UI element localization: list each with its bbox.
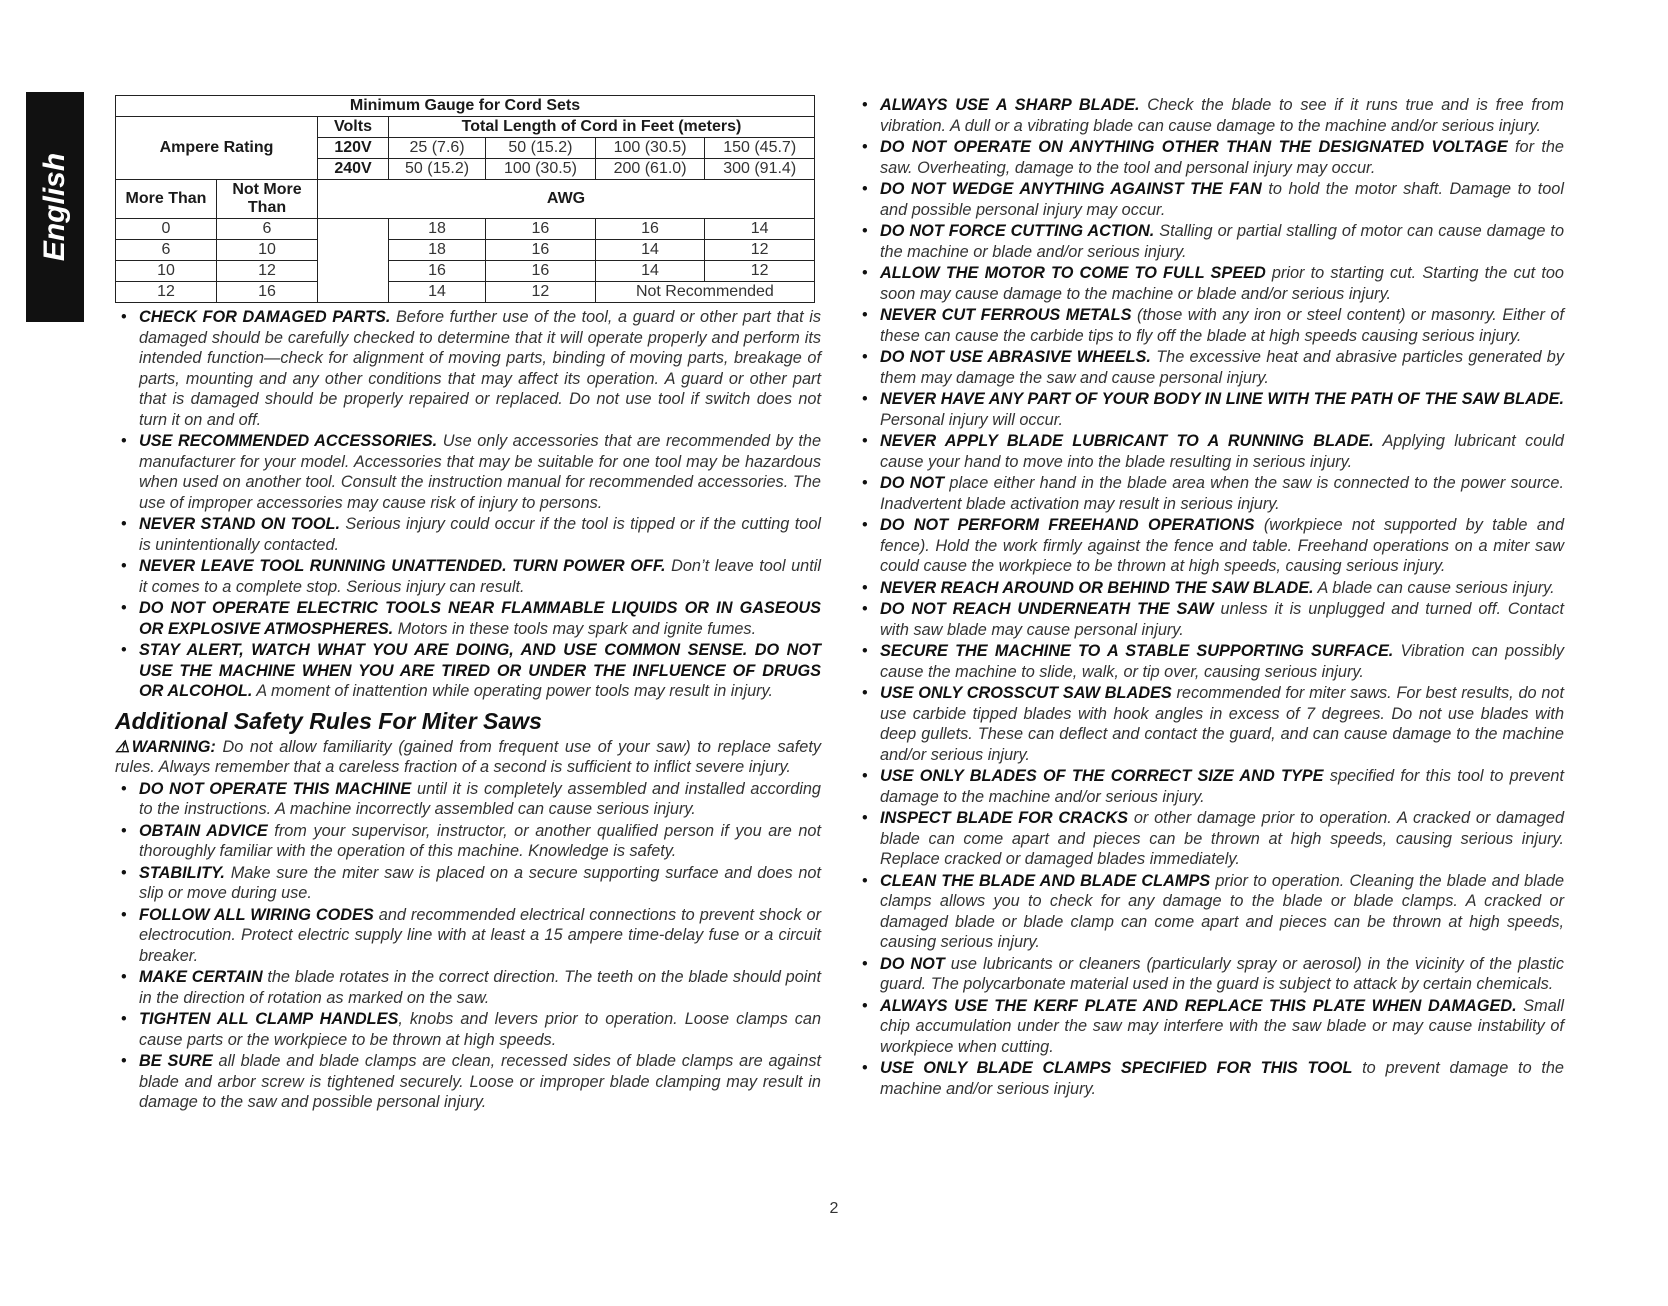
rule-heading: ALWAYS USE THE KERF PLATE AND REPLACE THIS PLATE WHEN DAMAGED. bbox=[880, 996, 1517, 1015]
cord-length-header: Total Length of Cord in Feet (meters) bbox=[389, 117, 815, 138]
not-more-than-header: Not More Than bbox=[217, 180, 318, 219]
rule-heading: STAY ALERT, WATCH WHAT YOU ARE DOING, AND USE COMMON SENSE. DO NOT USE THE MACHINE WHEN YOU ARE TIRED OR UNDER THE INFLUENCE OF DRUGS OR ALCOHOL. bbox=[139, 641, 821, 700]
safety-rule-item bbox=[856, 766, 1564, 807]
safety-rule-item bbox=[115, 640, 821, 702]
rule-text: the blade rotates in the correct direction. The teeth on the blade should point in the direction of rotation as marked on the saw. bbox=[139, 968, 821, 1007]
rule-text: unless it is unplugged and turned off. Contact with saw blade may cause personal injury. bbox=[880, 600, 1564, 639]
rule-heading: SECURE THE MACHINE TO A STABLE SUPPORTING SURFACE. bbox=[880, 642, 1394, 660]
safety-rule-item bbox=[856, 263, 1564, 304]
safety-rule-item bbox=[856, 1058, 1564, 1099]
rule-text: from your supervisor, instructor, or another qualified person if you are not thoroughly familiar with the operation of this machine. Knowledge is safety. bbox=[139, 821, 821, 860]
rule-heading: NEVER HAVE ANY PART OF YOUR BODY IN LINE WITH THE PATH OF THE SAW BLADE. bbox=[880, 390, 1564, 408]
rule-text: prior to operation. Cleaning the blade and blade clamps allows you to check for any damage to the blade or blade clamps. A cracked or damaged blade or blade clamp can come apart and pieces can be thrown at high speeds, causing serious injury. bbox=[880, 871, 1564, 951]
rule-heading: USE ONLY CROSSCUT SAW BLADES bbox=[880, 684, 1172, 702]
rule-heading: USE ONLY BLADES OF THE CORRECT SIZE AND TYPE bbox=[880, 767, 1324, 785]
table-cell: 16 bbox=[486, 261, 596, 282]
rule-heading: DO NOT REACH UNDERNEATH THE SAW bbox=[880, 600, 1214, 618]
rule-text: to prevent damage to the machine and/or serious injury. bbox=[880, 1059, 1564, 1098]
length-cell: 200 (61.0) bbox=[595, 159, 705, 180]
rule-text: (those with any iron or steel content) or masonry. Either of these can cause the carbide tips to fly off the blade at high speeds causing serious injury. bbox=[880, 306, 1564, 345]
safety-rule-item bbox=[115, 779, 821, 820]
rule-heading: DO NOT OPERATE THIS MACHINE bbox=[139, 779, 412, 798]
safety-rule-item bbox=[856, 431, 1564, 472]
rule-heading: DO NOT bbox=[880, 954, 945, 973]
rule-heading: FOLLOW ALL WIRING CODES bbox=[139, 905, 374, 924]
awg-header: AWG bbox=[318, 180, 815, 219]
safety-rule-item bbox=[856, 389, 1564, 430]
safety-rule-item bbox=[856, 808, 1564, 870]
warning-text: Do not allow familiarity (gained from frequent use of your saw) to replace safety rules. Always remember that a careless fraction of a second is sufficient to inflict severe injury. bbox=[115, 737, 821, 776]
miter-saw-rules-list bbox=[115, 779, 821, 1113]
safety-rule-item bbox=[115, 863, 821, 904]
warning-label: ⚠WARNING: bbox=[115, 737, 216, 756]
rule-heading: NEVER CUT FERROUS METALS bbox=[880, 306, 1132, 324]
safety-rule-item bbox=[856, 599, 1564, 640]
rule-heading: INSPECT BLADE FOR CRACKS bbox=[880, 809, 1129, 827]
safety-rule-item bbox=[856, 347, 1564, 388]
rule-text: The excessive heat and abrasive particles generated by them may damage the saw and cause personal injury. bbox=[880, 348, 1564, 387]
rule-text: place either hand in the blade area when the saw is connected to the power source. Inadvertent blade activation may result in serious injury. bbox=[880, 474, 1565, 513]
rule-heading: NEVER APPLY BLADE LUBRICANT TO A RUNNING BLADE. bbox=[880, 432, 1374, 450]
rule-heading: STABILITY. bbox=[139, 863, 225, 882]
blank-cell bbox=[318, 219, 389, 303]
rule-heading: MAKE CERTAIN bbox=[139, 968, 263, 986]
ampere-rating-header: Ampere Rating bbox=[116, 117, 318, 180]
rule-text: and recommended electrical connections to prevent shock or electrocution. Protect electric supply line with at least a 15 ampere time-delay fuse or a circuit breaker. bbox=[139, 905, 821, 965]
rule-text: use lubricants or cleaners (particularly spray or aerosol) in the vicinity of the plastic guard. The polycarbonate material used in the guard is subject to attack by certain chemicals. bbox=[880, 954, 1565, 993]
table-cell: 16 bbox=[595, 219, 705, 240]
length-cell: 300 (91.4) bbox=[705, 159, 815, 180]
safety-rule-item bbox=[115, 307, 821, 430]
rule-heading: TIGHTEN ALL CLAMP HANDLES bbox=[139, 1010, 399, 1028]
table-cell: 16 bbox=[217, 282, 318, 303]
safety-rule-item bbox=[856, 473, 1564, 514]
safety-rule-item bbox=[856, 305, 1564, 346]
table-cell: 14 bbox=[595, 240, 705, 261]
table-row bbox=[116, 240, 815, 261]
general-safety-rules-list bbox=[115, 307, 821, 702]
rule-text: Stalling or partial stalling of motor can cause damage to the machine or blade and/or serious injury. bbox=[880, 222, 1564, 261]
rule-text: for the saw. Overheating, damage to the tool and personal injury may occur. bbox=[880, 138, 1564, 177]
safety-rule-item bbox=[115, 1051, 821, 1113]
length-cell: 150 (45.7) bbox=[705, 138, 815, 159]
safety-rule-item bbox=[856, 683, 1564, 765]
safety-rule-item bbox=[115, 514, 821, 555]
section-heading: Additional Safety Rules For Miter Saws bbox=[115, 707, 542, 734]
page-number: 2 bbox=[829, 1200, 839, 1217]
rule-heading: DO NOT USE ABRASIVE WHEELS. bbox=[880, 348, 1151, 366]
table-cell: 16 bbox=[486, 240, 596, 261]
volts-header: Volts bbox=[318, 117, 389, 138]
rule-text: until it is completely assembled and installed according to the instructions. A machine incorrectly assembled can cause serious injury. bbox=[139, 779, 821, 818]
rule-text: Don’t leave tool until it comes to a complete stop. Serious injury can result. bbox=[139, 557, 821, 596]
table-row bbox=[116, 219, 815, 240]
more-than-header: More Than bbox=[116, 180, 217, 219]
rule-heading: DO NOT PERFORM FREEHAND OPERATIONS bbox=[880, 516, 1255, 534]
language-tab bbox=[26, 92, 84, 322]
rule-text: Applying lubricant could cause your hand to move into the blade resulting in serious injury. bbox=[880, 432, 1564, 471]
rule-text: Before further use of the tool, a guard or other part that is damaged should be carefully checked to determine that it will operate properly and perform its intended function—check for alignment of moving parts, binding of moving parts, breakage of parts, mounting and any other conditions that may affect its operation. A guard or other part that is damaged should be properly repaired or replaced. Do not use tool if switch does not turn it on and off. bbox=[139, 308, 821, 429]
rule-text: or other damage prior to operation. A cracked or damaged blade can come apart and pieces can be thrown at high speeds, causing serious injury. Replace cracked or damaged blades immediately. bbox=[880, 809, 1564, 868]
rule-heading: USE RECOMMENDED ACCESSORIES. bbox=[139, 432, 438, 450]
rule-text: Personal injury will occur. bbox=[880, 410, 1064, 429]
rule-text: to hold the motor shaft. Damage to tool and possible personal injury may occur. bbox=[880, 180, 1564, 219]
language-tab-label: English bbox=[38, 152, 71, 262]
table-row bbox=[116, 282, 815, 303]
table-cell: 12 bbox=[116, 282, 217, 303]
table-cell: 12 bbox=[486, 282, 596, 303]
table-cell: 12 bbox=[705, 261, 815, 282]
rule-heading: CHECK FOR DAMAGED PARTS. bbox=[139, 308, 391, 326]
length-cell: 50 (15.2) bbox=[486, 138, 596, 159]
rule-heading: DO NOT bbox=[880, 474, 945, 492]
rule-heading: DO NOT OPERATE ELECTRIC TOOLS NEAR FLAMMABLE LIQUIDS OR IN GASEOUS OR EXPLOSIVE ATMOSPHERES. bbox=[139, 599, 821, 638]
table-row bbox=[116, 261, 815, 282]
right-column bbox=[856, 95, 1564, 1100]
rule-text: A blade can cause serious injury. bbox=[1313, 578, 1555, 597]
miter-saw-rules-list-continued bbox=[856, 95, 1564, 1099]
table-cell: 12 bbox=[705, 240, 815, 261]
table-cell: 0 bbox=[116, 219, 217, 240]
rule-heading: CLEAN THE BLADE AND BLADE CLAMPS bbox=[880, 871, 1211, 890]
table-cell: 14 bbox=[595, 261, 705, 282]
rule-text: Vibration can possibly cause the machine to slide, walk, or tip over, causing serious injury. bbox=[880, 642, 1564, 681]
volt-240-label: 240V bbox=[318, 159, 389, 180]
table-title: Minimum Gauge for Cord Sets bbox=[116, 96, 815, 117]
rule-heading: DO NOT OPERATE ON ANYTHING OTHER THAN THE DESIGNATED VOLTAGE bbox=[880, 138, 1508, 156]
rule-text: (workpiece not supported by table and fence). Hold the work firmly against the fence and table. Freehand operations on a miter saw could cause the workpiece to be thrown at high speeds, causing serious injury. bbox=[880, 516, 1564, 575]
rule-text: Make sure the miter saw is placed on a secure supporting surface and does not slip or move during use. bbox=[139, 863, 821, 902]
warning-paragraph bbox=[115, 737, 821, 778]
rule-heading: OBTAIN ADVICE bbox=[139, 821, 268, 840]
rule-heading: NEVER REACH AROUND OR BEHIND THE SAW BLADE. bbox=[880, 578, 1314, 597]
rule-heading: USE ONLY BLADE CLAMPS SPECIFIED FOR THIS TOOL bbox=[880, 1059, 1353, 1077]
rule-heading: DO NOT WEDGE ANYTHING AGAINST THE FAN bbox=[880, 180, 1262, 198]
rule-text: specified for this tool to prevent damage to the machine and/or serious injury. bbox=[880, 767, 1564, 806]
safety-rule-item bbox=[856, 515, 1564, 577]
cord-gauge-table bbox=[115, 95, 815, 303]
rule-text: Serious injury could occur if the tool is tipped or if the cutting tool is unintentionally contacted. bbox=[139, 515, 821, 554]
table-cell: 6 bbox=[116, 240, 217, 261]
rule-text: recommended for miter saws. For best results, do not use carbide tipped blades with hook angles in excess of 7 degrees. Do not use blades with deep gullets. These can deflect and contact the guard, and can cause damage to the machine and/or serious injury. bbox=[880, 684, 1564, 764]
not-recommended-cell: Not Recommended bbox=[595, 282, 814, 303]
rule-text: Small chip accumulation under the saw may interfere with the saw blade or may cause instability of workpiece when cutting. bbox=[880, 996, 1564, 1056]
table-cell: 16 bbox=[486, 219, 596, 240]
rule-text: prior to starting cut. Starting the cut too soon may cause damage to the machine or blade and/or serious injury. bbox=[880, 264, 1564, 303]
rule-heading: NEVER LEAVE TOOL RUNNING UNATTENDED. TURN POWER OFF. bbox=[139, 557, 666, 575]
table-cell: 14 bbox=[389, 282, 486, 303]
table-cell: 18 bbox=[389, 219, 486, 240]
safety-rule-item bbox=[856, 641, 1564, 682]
safety-rule-item bbox=[856, 95, 1564, 136]
safety-rule-item bbox=[856, 996, 1564, 1058]
safety-rule-item bbox=[856, 871, 1564, 953]
rule-heading: ALWAYS USE A SHARP BLADE. bbox=[880, 96, 1140, 114]
length-cell: 100 (30.5) bbox=[486, 159, 596, 180]
rule-text: , knobs and levers prior to operation. Loose clamps can cause parts or the workpiece to be thrown at high speeds. bbox=[139, 1010, 821, 1049]
safety-rule-item bbox=[115, 967, 821, 1008]
left-column bbox=[115, 95, 821, 1114]
table-cell: 16 bbox=[389, 261, 486, 282]
volt-120-label: 120V bbox=[318, 138, 389, 159]
safety-rule-item bbox=[856, 137, 1564, 178]
safety-rule-item bbox=[856, 179, 1564, 220]
rule-text: Check the blade to see if it runs true and is free from vibration. A dull or a vibrating blade can cause damage to the machine and/or serious injury. bbox=[880, 96, 1564, 135]
safety-rule-item bbox=[856, 954, 1564, 995]
safety-rule-item bbox=[856, 221, 1564, 262]
rule-text: Use only accessories that are recommended by the manufacturer for your model. Accessories that may be suitable for one tool may be hazardous when used on another tool. Consult the instruction manual for recommended accessories. The use of improper accessories may cause risk of injury to persons. bbox=[139, 432, 821, 512]
rule-heading: ALLOW THE MOTOR TO COME TO FULL SPEED bbox=[880, 264, 1266, 282]
rule-text: all blade and blade clamps are clean, recessed sides of blade clamps are against blade and arbor screw is tightened securely. Loose or improper blade clamping may result in damage to the saw and possible personal injury. bbox=[139, 1052, 821, 1111]
rule-heading: BE SURE bbox=[139, 1052, 213, 1070]
safety-rule-item bbox=[115, 598, 821, 639]
rule-text: A moment of inattention while operating power tools may result in injury. bbox=[252, 682, 774, 700]
rule-heading: DO NOT FORCE CUTTING ACTION. bbox=[880, 222, 1155, 240]
safety-rule-item bbox=[115, 556, 821, 597]
length-cell: 50 (15.2) bbox=[389, 159, 486, 180]
table-cell: 10 bbox=[116, 261, 217, 282]
table-cell: 10 bbox=[217, 240, 318, 261]
safety-rule-item bbox=[115, 431, 821, 513]
safety-rule-item bbox=[115, 905, 821, 967]
table-cell: 12 bbox=[217, 261, 318, 282]
safety-rule-item bbox=[115, 1009, 821, 1050]
length-cell: 100 (30.5) bbox=[595, 138, 705, 159]
safety-rule-item bbox=[115, 821, 821, 862]
table-cell: 6 bbox=[217, 219, 318, 240]
rule-text: Motors in these tools may spark and ignite fumes. bbox=[393, 619, 757, 638]
safety-rule-item bbox=[856, 578, 1564, 599]
table-cell: 18 bbox=[389, 240, 486, 261]
table-cell: 14 bbox=[705, 219, 815, 240]
length-cell: 25 (7.6) bbox=[389, 138, 486, 159]
rule-heading: NEVER STAND ON TOOL. bbox=[139, 515, 341, 533]
